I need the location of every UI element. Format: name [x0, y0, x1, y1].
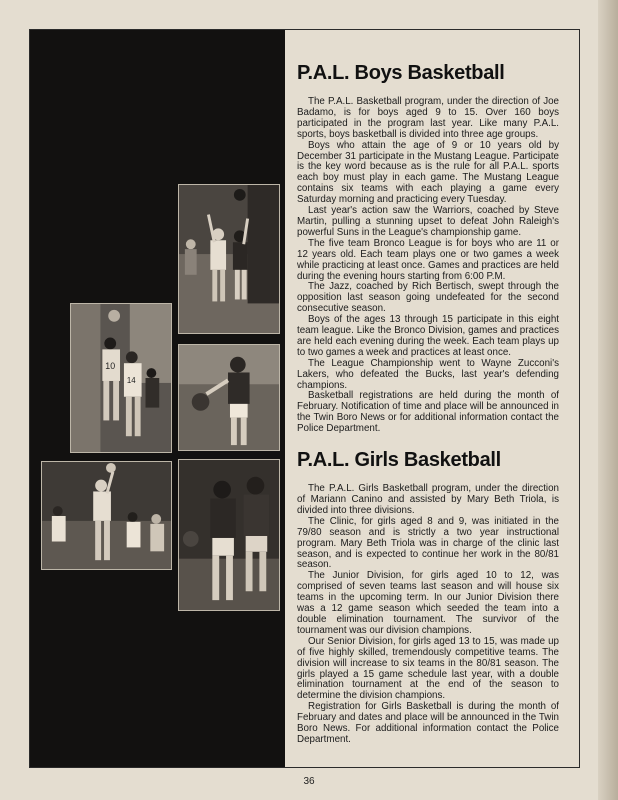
photo-dribble	[178, 344, 280, 451]
boys-paragraph: Boys who attain the age of 9 or 10 years old by December 31 participate in the Mustang League. Participate is the key word because as is the rule for all P.A.L. sports each boy must play in each game. The Mustang League contains six teams with each playing a game every Saturday morning and practicing every Tuesday.	[297, 139, 559, 206]
boys-paragraph: Boys of the ages 13 through 15 participate in this eight team league. Like the Bronco Division, games and practices are held each evening during the week. Each team plays up to two games a week and practices at least once.	[297, 314, 559, 358]
girls-paragraph: The Clinic, for girls aged 8 and 9, was initiated in the 79/80 season and is strictly a two year instructional program. Mary Beth Triola was in charge of the clinic last season, and is expected to continue her work in the 80/81 season.	[297, 515, 559, 571]
boys-paragraph: The five team Bronco League is for boys who are 11 or 12 years old. Each team plays one or two games a week while practicing at least once. Games and practices are held during the evening hours starting from 6:00 P.M.	[297, 237, 559, 282]
girls-paragraph: The Junior Division, for girls aged 10 to 12, was comprised of seven teams last season and will house six teams in the upcoming term. In our Junior Division there was a 12 game season which seeded the team into a double elimination tournament. The survivor of the tournament was our division champions.	[297, 570, 559, 636]
boys-paragraph: Last year's action saw the Warriors, coached by Steve Martin, pulling a stunning upset to defeat John Raleigh's powerful Suns in the League's championship game.	[297, 205, 559, 238]
photo-jump-ball	[178, 184, 280, 334]
page-number: 36	[303, 776, 315, 787]
girls-paragraph: Our Senior Division, for girls aged 13 to 15, was made up of five highly skilled, tremendously competitive teams. The division will increase to six teams in the 80/81 season. The girls played a 15 game schedule last year, with a double elimination tournament at the end of the season to determine the division champions.	[297, 635, 559, 702]
boys-section-title: P.A.L. Boys Basketball	[297, 62, 505, 84]
girls-article	[297, 484, 559, 746]
girls-paragraph: The P.A.L. Girls Basketball program, under the direction of Mariann Canino and assisted by Mary Beth Triola, is divided into three divisions.	[297, 483, 559, 516]
jersey-number-10: 10	[105, 361, 116, 372]
boys-paragraph: Basketball registrations are held during the month of February. Notification of time and place will be announced in the Twin Boro News or for additional information contact the Police Department.	[297, 390, 559, 435]
boys-paragraph: The League Championship went to Wayne Zucconi's Lakers, who defeated the Bucks, last year's defending champions.	[297, 357, 559, 391]
photo-layup	[70, 303, 172, 453]
jersey-number-14: 14	[126, 375, 136, 385]
article-column	[297, 62, 559, 746]
paper-edge	[598, 0, 618, 800]
boys-paragraph: The Jazz, coached by Rich Bertisch, swept through the opposition last season going undefeated for the second consecutive season.	[297, 281, 559, 315]
boys-article	[297, 97, 559, 435]
photo-team-shot	[41, 461, 172, 570]
photo-defense	[178, 459, 280, 611]
girls-section-title: P.A.L. Girls Basketball	[297, 449, 501, 472]
girls-paragraph: Registration for Girls Basketball is during the month of February and dates and place will be announced in the Twin Boro News. For additional information contact the Police Department.	[297, 701, 559, 745]
boys-paragraph: The P.A.L. Basketball program, under the direction of Joe Badamo, is for boys aged 9 to 15. Over 160 boys participated in the program last year. Like many P.A.L. sports, boys basketball is divided into three age groups.	[297, 96, 559, 140]
